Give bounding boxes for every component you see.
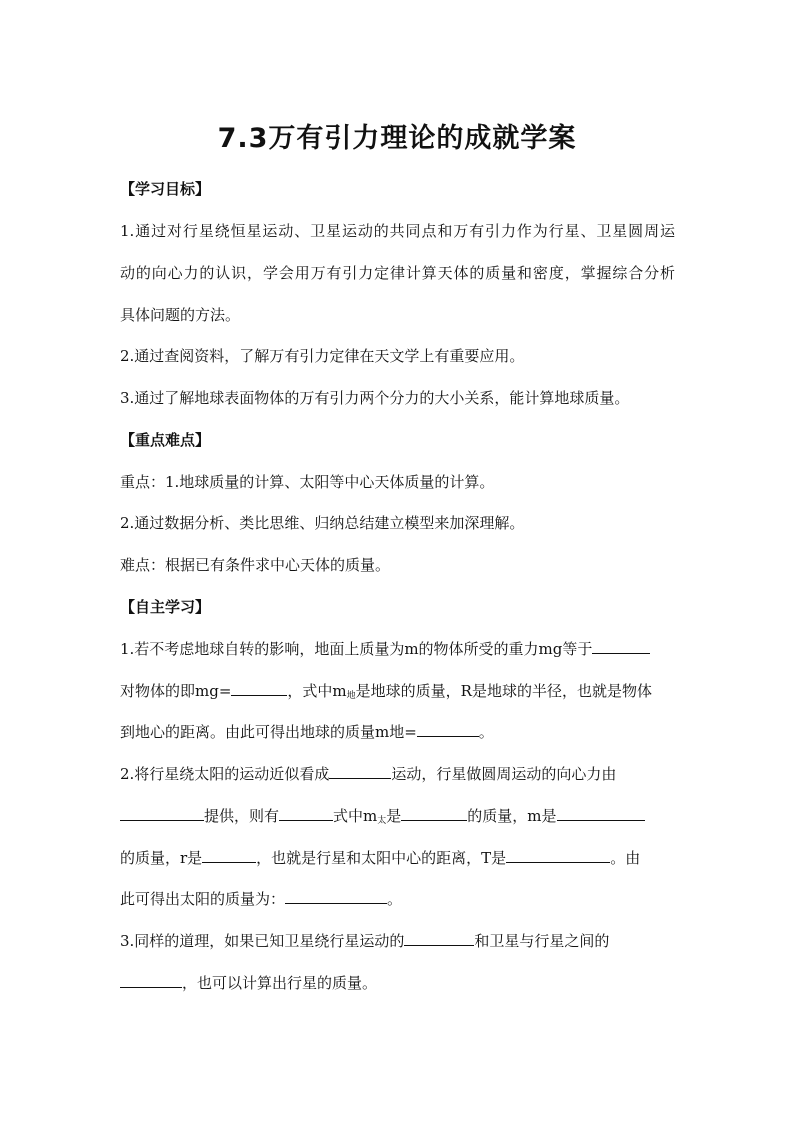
question-2-text-g: 的质量，r是 (120, 849, 203, 867)
objective-3: 3.通过了解地球表面物体的万有引力两个分力的大小关系，能计算地球质量。 (120, 389, 630, 407)
document-title: 7.3万有引力理论的成就学案 (217, 123, 577, 154)
key-point-1: 重点：1.地球质量的计算、太阳等中心天体质量的计算。 (120, 473, 495, 491)
objective-1-line-1: 1.通过对行星绕恒星运动、卫星运动的共同点和万有引力作为行星、卫星圆周运 (120, 222, 675, 240)
question-2-text-a: 2.将行星绕太阳的运动近似看成 (120, 765, 330, 783)
question-2-line-1 (120, 764, 616, 784)
question-2-text-h: ，也就是行星和太阳中心的距离，T是 (256, 849, 507, 867)
fill-blank[interactable] (417, 722, 479, 737)
objective-1-line-2: 动的向心力的认识，学会用万有引力定律计算天体的质量和密度，掌握综合分析 (120, 264, 675, 282)
heading-key-points: 【重点难点】 (120, 431, 211, 449)
fill-blank[interactable] (506, 848, 610, 863)
fill-blank[interactable] (120, 806, 204, 821)
heading-self-study: 【自主学习】 (120, 598, 211, 616)
question-1-text-d: 是地球的质量，R是地球的半径，也就是物体 (355, 682, 652, 700)
question-3-text-a: 3.同样的道理，如果已知卫星绕行星运动的 (120, 932, 405, 950)
question-3-text-c: ，也可以计算出行星的质量。 (182, 974, 378, 992)
question-2-text-c: 提供，则有 (204, 807, 280, 825)
question-3-text-b: 和卫星与行星之间的 (474, 932, 610, 950)
difficulty: 难点：根据已有条件求中心天体的质量。 (120, 556, 391, 574)
fill-blank[interactable] (231, 681, 287, 696)
question-2-text-j: 此可得出太阳的质量为： (120, 890, 286, 908)
fill-blank[interactable] (202, 848, 256, 863)
question-3-line-2 (120, 973, 377, 993)
objective-2: 2.通过查阅资料，了解万有引力定律在天文学上有重要应用。 (120, 347, 525, 365)
fill-blank[interactable] (329, 764, 391, 779)
question-1-text-a: 1.若不考虑地球自转的影响，地面上质量为m的物体所受的重力mg等于 (120, 640, 593, 658)
question-2-text-e: 是 (386, 807, 402, 825)
key-point-2: 2.通过数据分析、类比思维、归纳总结建立模型来加深理解。 (120, 514, 525, 532)
question-1-line-1 (120, 639, 650, 659)
fill-blank[interactable] (285, 889, 387, 904)
question-1-line-2 (120, 681, 652, 706)
question-2-text-k: 。 (387, 890, 403, 908)
subscript-earth: 地 (346, 691, 356, 701)
question-1-text-e: 到地心的距离。由此可得出地球的质量m地= (120, 723, 417, 741)
question-1-text-f: 。 (478, 723, 494, 741)
question-2-line-3 (120, 848, 640, 868)
subscript-sun: 太 (377, 816, 387, 826)
question-1-text-b: 对物体的即mg= (120, 682, 232, 700)
question-1-text-c: ，式中m (287, 682, 347, 700)
question-2-text-i: 。由 (610, 849, 641, 867)
fill-blank[interactable] (557, 806, 645, 821)
fill-blank[interactable] (404, 931, 474, 946)
question-2-text-b: 运动，行星做圆周运动的向心力由 (391, 765, 617, 783)
heading-objectives: 【学习目标】 (120, 180, 211, 198)
question-3-line-1 (120, 931, 609, 951)
fill-blank[interactable] (279, 806, 333, 821)
question-2-text-f: 的质量，m是 (467, 807, 557, 825)
question-1-line-3 (120, 722, 494, 742)
question-2-line-4 (120, 889, 402, 909)
fill-blank[interactable] (120, 973, 182, 988)
fill-blank[interactable] (592, 639, 650, 654)
question-2-line-2 (120, 806, 645, 831)
question-2-text-d: 式中m (333, 807, 378, 825)
fill-blank[interactable] (401, 806, 467, 821)
objective-1-line-3: 具体问题的方法。 (120, 306, 241, 324)
